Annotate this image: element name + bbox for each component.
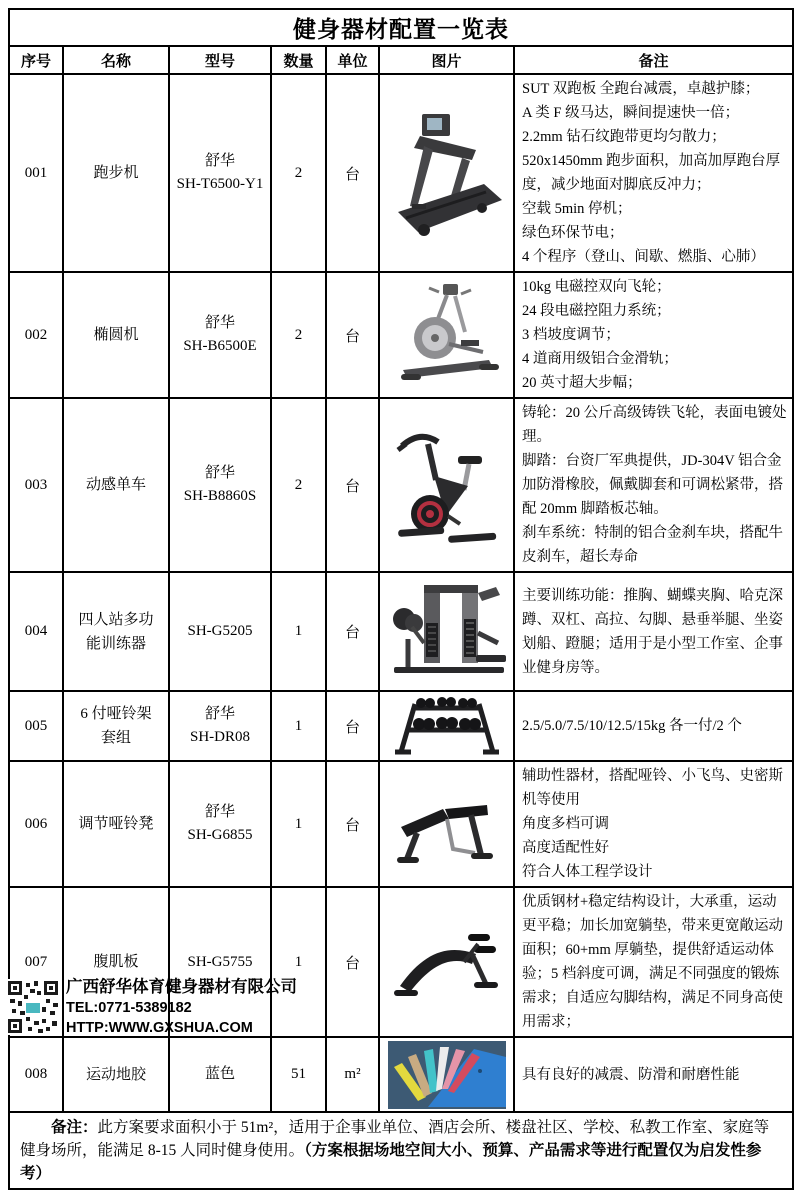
cell-unit: 台	[326, 761, 379, 887]
cell-name: 跑步机	[63, 74, 169, 272]
cell-remarks	[514, 887, 793, 1037]
remark-line: 2.2mm 钻石纹跑带更均匀散力；	[522, 129, 726, 145]
cell-qty: 51	[271, 1037, 326, 1112]
company-tel: TEL:0771-5389182	[66, 1000, 192, 1016]
remark-line: SUT 双跑板 全跑台减震，卓越护膝；	[522, 81, 760, 97]
cell-no: 005	[9, 691, 63, 761]
footnote	[9, 1112, 793, 1189]
cell-unit: 台	[326, 887, 379, 1037]
cell-unit: 台	[326, 74, 379, 272]
model-code: SH-DR08	[189, 729, 250, 745]
cell-no: 003	[9, 398, 63, 572]
company-info	[66, 977, 306, 1038]
cell-qty: 1	[271, 691, 326, 761]
cell-unit: 台	[326, 691, 379, 761]
model-brand: 舒华	[204, 706, 235, 722]
cell-image	[379, 74, 514, 272]
remark-line: 符合人体工程学设计	[522, 864, 653, 880]
footnote-body: 此方案要求面积小于 51m²，适用于企事业单位、酒店会所、楼盘社区、学校、私教工作室、家庭等健身场所，能满足 8-15 人同时健身使用。	[20, 1119, 770, 1159]
company-name: 广西舒华体育健身器材有限公司	[66, 978, 297, 996]
remark-line: 刹车系统：特制的铝合金刹车块，搭配牛皮刹车，超长寿命	[522, 525, 783, 565]
model-code: SH-B8860S	[183, 488, 257, 504]
rubber-flooring-image	[388, 1041, 506, 1109]
model-code: SH-G5755	[187, 953, 253, 970]
remark-line: 高度适配性好	[522, 840, 609, 856]
table-row	[9, 272, 793, 398]
cell-name: 动感单车	[63, 398, 169, 572]
footnote-row	[9, 1112, 793, 1189]
cell-remarks	[514, 398, 793, 572]
cell-no: 004	[9, 572, 63, 691]
cell-name: 四人站多功能训练器	[63, 572, 169, 691]
cell-name: 腹肌板	[63, 887, 169, 1037]
cell-model	[169, 691, 271, 761]
cell-unit: 台	[326, 572, 379, 691]
model-brand: 舒华	[204, 465, 235, 481]
table-row	[9, 398, 793, 572]
cell-no: 008	[9, 1037, 63, 1112]
remark-line: 辅助性器材，搭配哑铃、小飞鸟、史密斯机等使用	[522, 768, 783, 808]
model-brand: 舒华	[204, 153, 235, 169]
cell-unit: 台	[326, 398, 379, 572]
dumbbell-rack-image	[385, 694, 509, 758]
cell-image	[379, 398, 514, 572]
model-color: 蓝色	[204, 1066, 235, 1082]
model-brand: 舒华	[204, 315, 235, 331]
table-row	[9, 691, 793, 761]
col-header-image: 图片	[379, 46, 514, 74]
cell-name: 6 付哑铃架套组	[63, 691, 169, 761]
qr-center-logo	[26, 1003, 40, 1013]
remark-line: 24 段电磁控阻力系统；	[522, 303, 671, 319]
cell-image	[379, 761, 514, 887]
remark-line: 优质钢材+稳定结构设计，大承重，运动更平稳；加长加宽躺垫，带来更宽敞运动面积；60+mm 厚躺垫，提供舒适运动体验；5 档斜度可调，满足不同强度的锻炼需求；自适应勾脚结构，满足不同身高使用需求；	[522, 894, 783, 1030]
title-row	[9, 9, 793, 46]
ab-board-image	[386, 910, 508, 1014]
model-code: SH-B6500E	[183, 338, 257, 354]
page-title: 健身器材配置一览表	[9, 9, 793, 46]
col-header-name: 名称	[63, 46, 169, 74]
remark-line: A 类 F 级马达，瞬间提速快一倍；	[522, 105, 740, 121]
cell-qty: 2	[271, 74, 326, 272]
model-code: SH-G6855	[187, 827, 253, 843]
remark-line: 绿色环保节电；	[522, 225, 624, 241]
cell-no: 001	[9, 74, 63, 272]
remark-line: 4 个程序（登山、间歇、燃脂、心肺）	[522, 249, 765, 265]
col-header-model: 型号	[169, 46, 271, 74]
remark-line: 520x1450mm 跑步面积，加高加厚跑台厚度，减少地面对脚底反冲力；	[522, 153, 781, 193]
remark-line: 铸轮：20 公斤高级铸铁飞轮，表面电镀处理。	[522, 405, 787, 445]
cell-qty: 2	[271, 272, 326, 398]
cell-image	[379, 572, 514, 691]
cell-remarks	[514, 1037, 793, 1112]
cell-model	[169, 761, 271, 887]
col-header-unit: 单位	[326, 46, 379, 74]
cell-no: 006	[9, 761, 63, 887]
model-brand: 舒华	[204, 804, 235, 820]
col-header-qty: 数量	[271, 46, 326, 74]
model-code: SH-G5205	[187, 623, 253, 639]
cell-remarks	[514, 691, 793, 761]
cell-model	[169, 74, 271, 272]
cell-no: 002	[9, 272, 63, 398]
cell-name: 运动地胶	[63, 1037, 169, 1112]
col-header-no: 序号	[9, 46, 63, 74]
treadmill-image	[386, 84, 508, 262]
cell-remarks	[514, 74, 793, 272]
remark-line: 具有良好的减震、防滑和耐磨性能	[522, 1066, 740, 1083]
cell-image	[379, 887, 514, 1037]
cell-unit: 台	[326, 272, 379, 398]
cell-name: 调节哑铃凳	[63, 761, 169, 887]
cell-qty: 1	[271, 572, 326, 691]
remark-line: 空载 5min 停机；	[522, 201, 632, 217]
cell-model	[169, 572, 271, 691]
company-website: HTTP:WWW.GXSHUA.COM	[66, 1020, 253, 1036]
cell-model	[169, 272, 271, 398]
remark-line: 2.5/5.0/7.5/10/12.5/15kg 各一付/2 个	[522, 718, 742, 734]
multi-station-trainer-image	[384, 577, 510, 687]
table-row	[9, 1037, 793, 1112]
qr-code	[6, 979, 60, 1035]
adjustable-bench-image	[387, 775, 507, 873]
model-code: SH-T6500-Y1	[176, 176, 264, 192]
remark-line: 脚踏：台资厂军典提供，JD-304V 铝合金加防滑橡胶，佩戴脚套和可调松紧带，搭配 20mm 脚踏板芯轴。	[522, 453, 783, 517]
col-header-remark: 备注	[514, 46, 793, 74]
table-row	[9, 761, 793, 887]
table-row	[9, 572, 793, 691]
remark-line: 3 档坡度调节；	[522, 327, 620, 343]
footnote-emphasis: （方案根据场地空间大小、预算、产品需求等进行配置仅为启发性参考）	[20, 1142, 762, 1182]
cell-image	[379, 272, 514, 398]
cell-qty: 1	[271, 887, 326, 1037]
remark-line: 主要训练功能：推胸、蝴蝶夹胸、哈克深蹲、双杠、高拉、勾脚、悬垂举腿、坐姿划船、蹬腿；适用于是小型工作室、企事业健身房等。	[522, 587, 783, 676]
cell-image	[379, 691, 514, 761]
cell-remarks	[514, 272, 793, 398]
footnote-label: 备注：	[51, 1119, 98, 1136]
remark-line: 角度多档可调	[522, 816, 609, 832]
header-row	[9, 46, 793, 74]
cell-image	[379, 1037, 514, 1112]
cell-remarks	[514, 572, 793, 691]
remark-line: 10kg 电磁控双向飞轮；	[522, 279, 671, 295]
table-row	[9, 74, 793, 272]
cell-model	[169, 398, 271, 572]
cell-qty: 2	[271, 398, 326, 572]
spin-bike-image	[384, 420, 510, 550]
cell-name: 椭圆机	[63, 272, 169, 398]
cell-unit: m²	[326, 1037, 379, 1112]
remark-line: 4 道商用级铝合金滑轨；	[522, 351, 678, 367]
remark-line: 20 英寸超大步幅；	[522, 375, 642, 391]
cell-qty: 1	[271, 761, 326, 887]
cell-remarks	[514, 761, 793, 887]
elliptical-image	[391, 278, 503, 392]
cell-no: 007	[9, 887, 63, 1037]
cell-model	[169, 1037, 271, 1112]
